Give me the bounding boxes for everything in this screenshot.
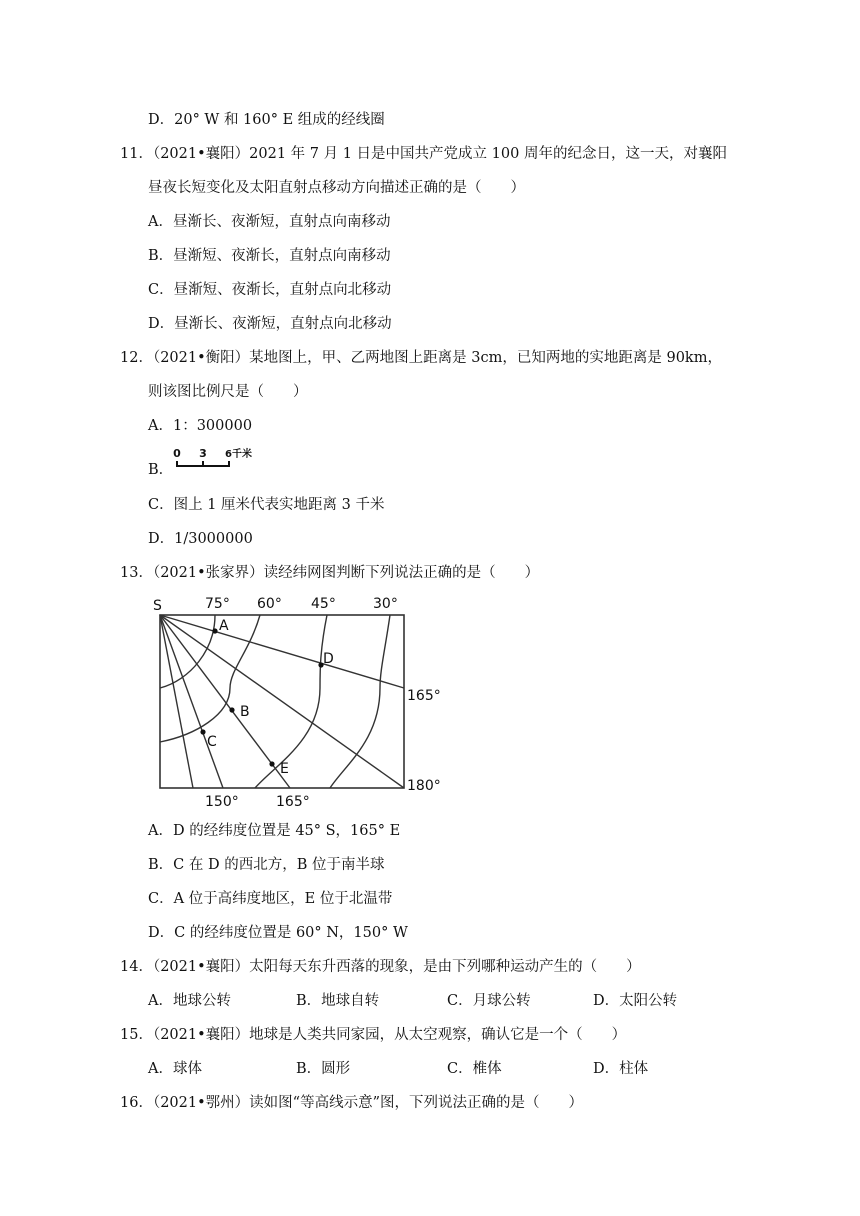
parallel-30 bbox=[330, 615, 390, 788]
q13-option-b: B．C 在 D 的西北方，B 位于南半球 bbox=[148, 857, 385, 873]
q15-options-row bbox=[0, 1059, 860, 1079]
q12-option-d: D．1/3000000 bbox=[148, 531, 253, 547]
meridian-steep bbox=[160, 615, 193, 788]
q14-stem: 14．（2021•襄阳）太阳每天东升西落的现象，是由下列哪种运动产生的（ ） bbox=[120, 959, 641, 975]
q15-option-b: B．圆形 bbox=[296, 1061, 351, 1077]
right-label-180: 180° bbox=[407, 778, 441, 794]
q16-stem: 16．（2021•鄂州）读如图“等高线示意”图，下列说法正确的是（ ） bbox=[120, 1095, 583, 1111]
point-e-dot bbox=[269, 761, 274, 766]
point-b-label: B bbox=[240, 704, 250, 720]
pole-label: S bbox=[153, 598, 162, 614]
q14-options-row bbox=[0, 991, 860, 1011]
q13-stem: 13．（2021•张家界）读经纬网图判断下列说法正确的是（ ） bbox=[120, 565, 540, 581]
q14-option-b: B．地球自转 bbox=[296, 993, 380, 1009]
point-e-label: E bbox=[280, 761, 289, 777]
top-label-60: 60° bbox=[257, 596, 282, 612]
q13-lat-long-grid-figure bbox=[145, 590, 455, 812]
top-label-30: 30° bbox=[373, 596, 398, 612]
top-label-75: 75° bbox=[205, 596, 230, 612]
q15-option-d: D．柱体 bbox=[593, 1061, 649, 1077]
point-d-label: D bbox=[323, 651, 334, 667]
q12-option-c: C．图上 1 厘米代表实地距离 3 千米 bbox=[148, 497, 385, 513]
q11-option-c: C．昼渐短、夜渐长，直射点向北移动 bbox=[148, 282, 392, 298]
scale-tick-6: 6千米 bbox=[225, 449, 252, 460]
meridian-150 bbox=[160, 615, 223, 788]
bottom-label-165: 165° bbox=[276, 794, 310, 810]
q15-option-a: A．球体 bbox=[148, 1061, 202, 1077]
q12-stem-line2: 则该图比例尺是（ ） bbox=[148, 384, 308, 400]
q14-option-d: D．太阳公转 bbox=[593, 993, 678, 1009]
q15-option-c: C．椎体 bbox=[447, 1061, 502, 1077]
q12-stem-line1: 12．（2021•衡阳）某地图上，甲、乙两地图上距离是 3cm，已知两地的实地距离是 90km， bbox=[120, 350, 722, 366]
scale-tick-0: 0 bbox=[173, 447, 181, 460]
q11-option-a: A．昼渐长、夜渐短，直射点向南移动 bbox=[148, 214, 391, 230]
q11-option-d: D．昼渐长、夜渐短，直射点向北移动 bbox=[148, 316, 392, 332]
top-label-45: 45° bbox=[311, 596, 336, 612]
q11-option-b: B．昼渐短、夜渐长，直射点向南移动 bbox=[148, 248, 391, 264]
point-a-label: A bbox=[219, 618, 229, 634]
parallel-45 bbox=[255, 615, 327, 788]
bottom-label-150: 150° bbox=[205, 794, 239, 810]
q13-option-c: C．A 位于高纬度地区，E 位于北温带 bbox=[148, 891, 393, 907]
q11-stem-line1: 11．（2021•襄阳）2021 年 7 月 1 日是中国共产党成立 100 周年的纪念日，这一天，对襄阳 bbox=[120, 146, 727, 162]
scale-tick-3: 3 bbox=[199, 447, 207, 460]
q12-option-b-label: B． bbox=[148, 462, 174, 478]
point-c-dot bbox=[200, 729, 205, 734]
point-a-dot bbox=[212, 628, 217, 633]
right-label-165: 165° bbox=[407, 688, 441, 704]
q13-option-a: A．D 的经纬度位置是 45° S，165° E bbox=[148, 823, 401, 839]
q11-stem-line2: 昼夜长短变化及太阳直射点移动方向描述正确的是（ ） bbox=[148, 180, 525, 196]
meridian-165-upper bbox=[160, 615, 404, 688]
q12-option-a: A．1：300000 bbox=[148, 418, 253, 434]
q15-stem: 15．（2021•襄阳）地球是人类共同家园，从太空观察，确认它是一个（ ） bbox=[120, 1027, 627, 1043]
point-c-label: C bbox=[207, 734, 217, 750]
q10-option-d: D．20° W 和 160° E 组成的经线圈 bbox=[148, 112, 385, 128]
scale-bar-figure bbox=[172, 446, 262, 472]
q12-option-b bbox=[148, 460, 173, 480]
q14-option-a: A．地球公转 bbox=[148, 993, 231, 1009]
q13-option-d: D．C 的经纬度位置是 60° N，150° W bbox=[148, 925, 408, 941]
point-b-dot bbox=[229, 707, 234, 712]
q14-option-c: C．月球公转 bbox=[447, 993, 531, 1009]
